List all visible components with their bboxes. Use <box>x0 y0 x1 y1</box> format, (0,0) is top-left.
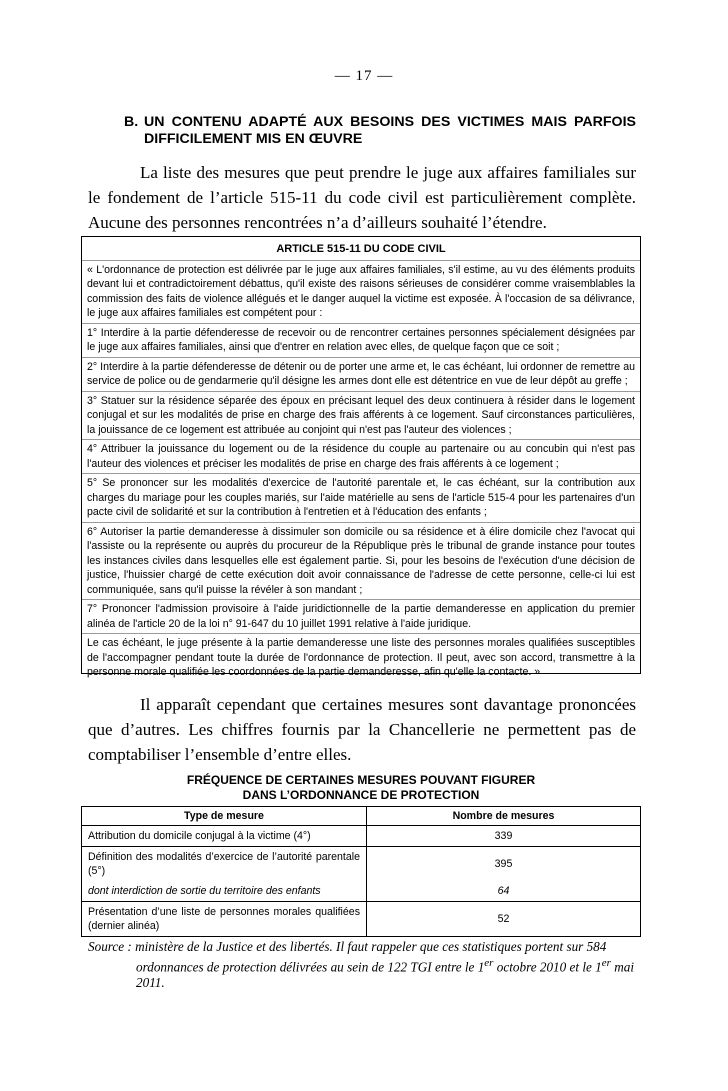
article-paragraph-6: 6° Autoriser la partie demanderesse à dissimuler son domicile ou sa résidence et à élire domicile chez l'avocat qui l'assiste ou la représente ou auprès du procureur de la République près le tribunal de grande instance pour toutes les instances civiles dans lesquelles elle est également partie. Si, pour les besoins de l'exécution d'une décision de justice, l'huissier chargé de cette exécution doit avoir connaissance de l'adresse de cette personne, celle-ci lui est communiquée, sans qu'il puisse la révéler à son mandant ; <box>82 522 640 600</box>
source-text-b: octobre 2010 et le 1 <box>493 959 602 975</box>
article-515-11-box <box>81 236 641 678</box>
table-cell-type: Attribution du domicile conjugal à la victime (4°) <box>82 826 367 847</box>
article-box-title: ARTICLE 515-11 DU CODE CIVIL <box>276 243 446 255</box>
table-cell-count: 64 <box>367 881 641 902</box>
table-title <box>81 773 641 803</box>
table-header-row <box>82 807 641 826</box>
article-paragraph-intro: « L'ordonnance de protection est délivrée par le juge aux affaires familiales, s'il estime, au vu des éléments produits devant lui et contradictoirement débattus, qu'il existe des raisons sérieuses de considérer comme vraisemblables la commission des faits de violence allégués et le danger auquel la victime est exposée. À l'occasion de sa délivrance, le juge aux affaires familiales est compétent pour : <box>82 260 640 323</box>
section-heading <box>124 114 636 148</box>
table-title-line-2: DANS L’ORDONNANCE DE PROTECTION <box>242 788 480 802</box>
table-row <box>82 902 641 937</box>
source-text-c: mai 2011. <box>136 959 635 991</box>
section-heading-letter: B. <box>124 114 139 130</box>
table-cell-type: Présentation d’une liste de personnes morales qualifiées (dernier alinéa) <box>82 902 367 937</box>
intro-paragraph: La liste des mesures que peut prendre le juge aux affaires familiales sur le fondement de l’article 515-11 du code civil est particulièrement complète. Aucune des personnes rencontrées n’a d’ailleurs souhaité l’étendre. <box>88 163 636 232</box>
table-row <box>82 826 641 847</box>
measures-frequency-table <box>81 806 641 937</box>
table-title-line-1: FRÉQUENCE DE CERTAINES MESURES POUVANT FIGURER <box>186 773 536 787</box>
table-row <box>82 881 641 902</box>
source-text-a: Source : ministère de la Justice et des libertés. Il faut rappeler que ces statistiques portent sur 584 ordonnances de protection délivrées au sein de 122 TGI entre le 1 <box>88 939 607 975</box>
article-paragraph-4: 4° Attribuer la jouissance du logement ou de la résidence du couple au partenaire ou au concubin qui n'est pas l'auteur des violences et préciser les modalités de prise en charge des frais afférents à ce logement ; <box>82 439 640 473</box>
article-paragraph-1: 1° Interdire à la partie défenderesse de recevoir ou de rencontrer certaines personnes spécialement désignées par le juge aux affaires familiales, ainsi que d'entrer en relation avec elles, de quelque façon que ce soit ; <box>82 323 640 357</box>
source-sup-b: er <box>601 957 611 969</box>
article-paragraph-5: 5° Se prononcer sur les modalités d'exercice de l'autorité parentale et, le cas échéant, sur la contribution aux charges du mariage pour les couples mariés, sur l'aide matérielle au sens de l'article 515-4 pour les partenaires d'un pacte civil de solidarité et sur la contribution à l'entretien et à l'éducation des enfants ; <box>82 473 640 522</box>
table-header-type: Type de mesure <box>82 807 367 826</box>
table-cell-type: Définition des modalités d’exercice de l’autorité parentale (5°) <box>82 847 367 882</box>
article-paragraph-final: Le cas échéant, le juge présente à la partie demanderesse une liste des personnes morales qualifiées susceptibles de l'accompagner pendant toute la durée de l'ordonnance de protection. Il peut, avec son accord, transmettre à la personne morale qualifiée les coordonnées de la partie demanderesse, afin qu'elle la contacte. » <box>82 633 640 682</box>
article-paragraph-3: 3° Statuer sur la résidence séparée des époux en précisant lequel des deux continuera à résider dans le logement conjugal et sur les modalités de prise en charge des frais afférents à ce logement. Sauf circonstances particulières, la jouissance de ce logement est attribuée au conjoint qui n'est pas l'auteur des violences ; <box>82 391 640 440</box>
page-number: — 17 — <box>334 68 394 84</box>
table-source-note <box>88 939 636 991</box>
section-heading-text: UN CONTENU ADAPTÉ AUX BESOINS DES VICTIMES MAIS PARFOIS DIFFICILEMENT MIS EN ŒUVRE <box>144 114 636 147</box>
analysis-paragraph: Il apparaît cependant que certaines mesures sont davantage prononcées que d’autres. Les chiffres fournis par la Chancellerie ne permettent pas de comptabiliser l’ensemble d’entre elles. <box>88 695 636 764</box>
table-cell-count: 395 <box>367 847 641 882</box>
table-row <box>82 847 641 882</box>
table-cell-count: 52 <box>367 902 641 937</box>
source-sup-a: er <box>484 957 494 969</box>
article-paragraph-2: 2° Interdire à la partie défenderesse de détenir ou de porter une arme et, le cas échéant, lui ordonner de remettre au service de police ou de gendarmerie qu'il désigne les armes dont elle est détentrice en vue de leur dépôt au greffe ; <box>82 357 640 391</box>
article-paragraph-7: 7° Prononcer l'admission provisoire à l'aide juridictionnelle de la partie demanderesse en application du premier alinéa de l'article 20 de la loi n° 91-647 du 10 juillet 1991 relative à l'aide juridique. <box>82 599 640 633</box>
table-cell-count: 339 <box>367 826 641 847</box>
table-header-count: Nombre de mesures <box>367 807 641 826</box>
table-cell-type: dont interdiction de sortie du territoire des enfants <box>82 881 367 902</box>
